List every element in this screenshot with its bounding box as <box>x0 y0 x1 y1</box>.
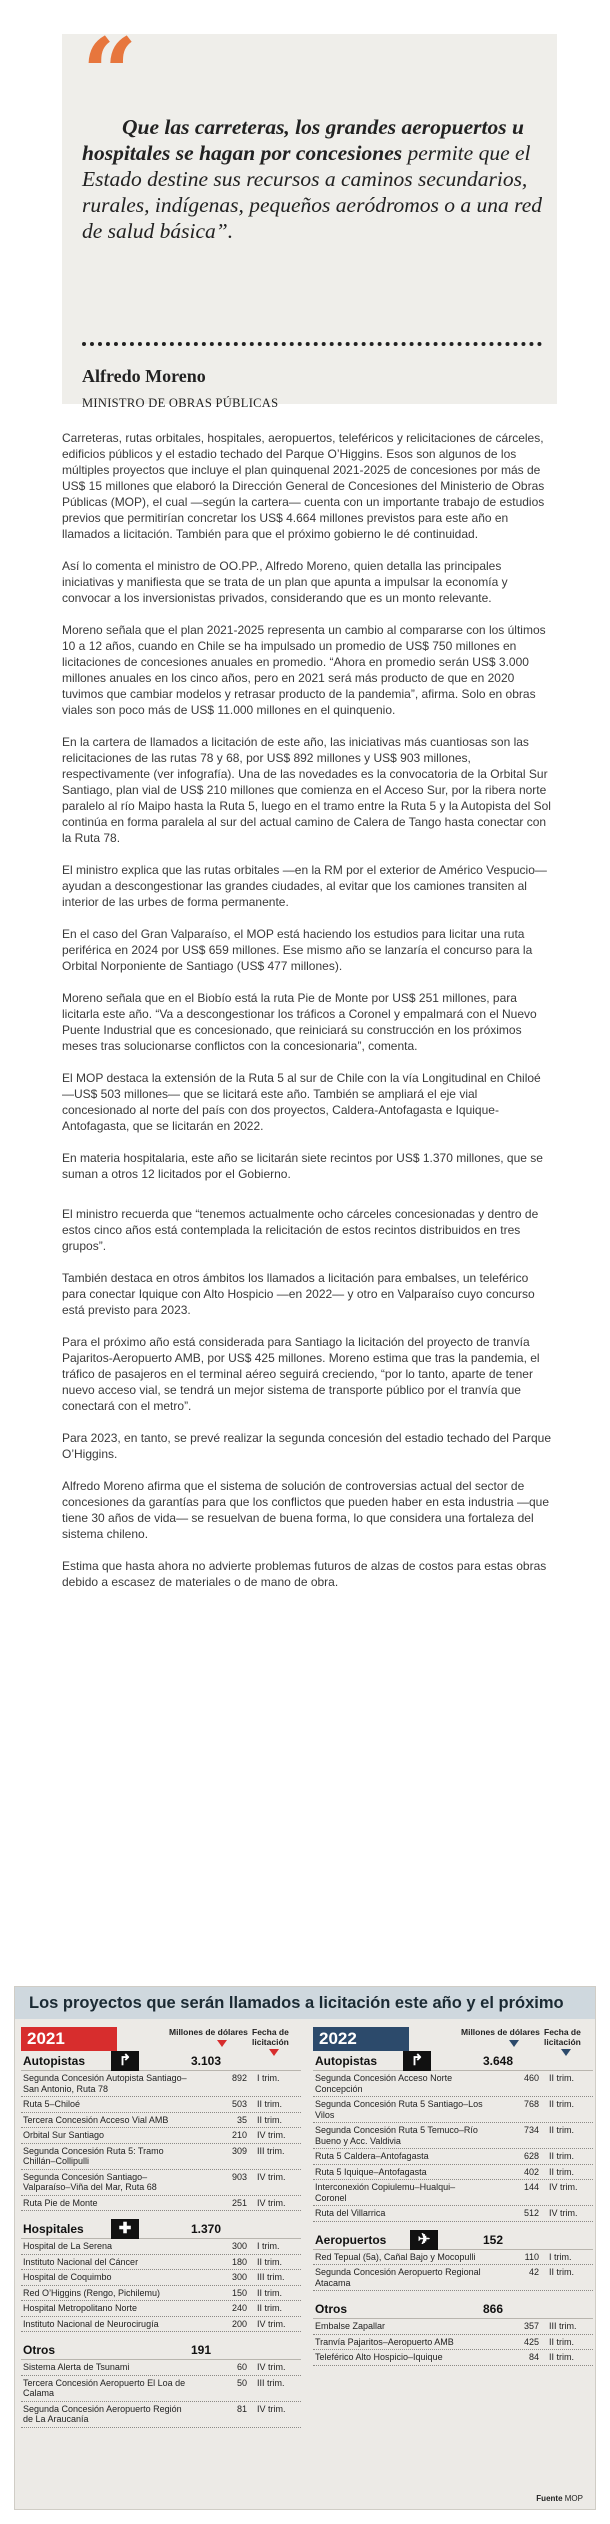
article-paragraph: Alfredo Moreno afirma que el sistema de solución de controversias actual del sector de concesiones da garantías para que los conflictos que pueden haber en esta industria —que tiene 30 años de vida— se resuelvan de buena forma, lo que considera una fortaleza del sistema chileno. <box>62 1479 549 1541</box>
category-gap <box>313 2291 593 2299</box>
project-value: 903 <box>231 2171 247 2182</box>
project-name: Segunda Concesión Autopista Santiago–San Antonio, Ruta 78 <box>23 2073 187 2094</box>
project-name: Teleférico Alto Hospicio–Iquique <box>315 2352 443 2362</box>
project-name: Segunda Concesión Aeropuerto Región de La Araucanía <box>23 2403 182 2424</box>
project-row <box>21 2376 301 2402</box>
project-row <box>21 2144 301 2170</box>
project-date: II trim. <box>549 2125 574 2135</box>
project-date: II trim. <box>257 2099 282 2109</box>
category-name: Aeropuertos <box>315 2232 387 2247</box>
project-date: II trim. <box>549 2336 574 2347</box>
category-total: 191 <box>191 2343 212 2357</box>
project-name: Embalse Zapallar <box>315 2321 386 2331</box>
project-name: Tranvía Pajaritos–Aeropuerto AMB <box>315 2336 454 2347</box>
project-name: Segunda Concesión Acceso Norte Concepción <box>315 2073 453 2094</box>
quote-divider <box>82 342 542 346</box>
project-name: Ruta del Villarrica <box>315 2208 386 2218</box>
project-name: Instituto Nacional de Neurocirugía <box>23 2318 159 2329</box>
project-name: Sistema Alerta de Tsunami <box>23 2362 130 2372</box>
project-row <box>21 2255 301 2271</box>
category-icon: ✈ <box>410 2230 438 2250</box>
project-date: III trim. <box>257 2145 285 2156</box>
category-icon: ↱ <box>111 2051 139 2071</box>
project-value: 210 <box>231 2130 247 2140</box>
project-date: II trim. <box>549 2352 574 2362</box>
project-row <box>313 2123 593 2149</box>
project-date: II trim. <box>549 2099 574 2109</box>
quote-text <box>82 114 544 244</box>
project-value: 768 <box>523 2099 539 2109</box>
category-header <box>21 2340 301 2360</box>
category-total: 152 <box>483 2232 504 2247</box>
article-paragraph: El MOP destaca la extensión de la Ruta 5 al sur de Chile con la vía Longitudinal en Chiloé —US$ 503 millones— que se licitará este año. También se ampliará el eje vial concesionado al norte del país con dos proyectos, Caldera-Antofagasta e Iquique-Antofagasta, que se licitarán en 2022. <box>62 1071 541 1133</box>
project-value: 144 <box>523 2182 539 2192</box>
project-value: 81 <box>236 2403 247 2414</box>
project-row <box>21 2402 301 2428</box>
project-row <box>21 2301 301 2317</box>
article-paragraph: Moreno señala que el plan 2021-2025 representa un cambio al compararse con los últimos 10 a 12 años, cuando en Chile se ha impulsado un promedio de US$ 750 millones en licitaciones de concesiones anuales en promedio. “Ahora en promedio serán US$ 3.000 millones anuales en los cinco años, pero en 2021 será más producto de que en 2020 tuvimos que cambiar modelos y retrasar producto de la pandemia”, afirma. Solo en obras viales son poco más de US$ 11.000 millones en el quinquenio. <box>62 623 546 717</box>
project-value: 892 <box>231 2073 247 2083</box>
project-value: 300 <box>231 2241 247 2251</box>
project-date: IV trim. <box>257 2318 286 2329</box>
project-name: Ruta 5 Caldera–Antofagasta <box>315 2151 429 2161</box>
quote-bold: Que las carreteras, los grandes aeropuertos u hospitales se hagan por concesiones <box>82 115 524 165</box>
project-name: Orbital Sur Santiago <box>23 2130 105 2140</box>
category-header <box>313 2299 593 2319</box>
category-total: 1.370 <box>191 2222 222 2236</box>
project-name: Ruta Pie de Monte <box>23 2197 98 2208</box>
article-paragraph: También destaca en otros ámbitos los llamados a licitación para embalses, un teleférico para conectar Iquique con Alto Hospicio —en 2022— y otro en Valparaíso cuyo concurso está previsto para 2023. <box>62 1271 535 1317</box>
project-name: Segunda Concesión Ruta 5: Tramo Chillán–Collipulli <box>23 2145 164 2166</box>
project-row <box>313 2319 593 2335</box>
project-name: Hospital Metropolitano Norte <box>23 2303 138 2313</box>
quote-mark-icon: “ <box>82 17 138 130</box>
article-paragraph: En el caso del Gran Valparaíso, el MOP está haciendo los estudios para licitar una ruta periférica en 2024 por US$ 659 millones. Ese mismo año se lanzaría el concurso para la Orbital Norponiente de Santiago (US$ 477 millones). <box>62 927 533 973</box>
year-label-2022: 2022 <box>313 2027 409 2051</box>
category-gap <box>313 2222 593 2230</box>
quote-role: MINISTRO DE OBRAS PÚBLICAS <box>82 396 279 410</box>
project-date: II trim. <box>549 2166 574 2177</box>
project-row <box>313 2206 593 2222</box>
category-icon: ↱ <box>403 2051 431 2071</box>
project-row <box>313 2265 593 2291</box>
category-name: Autopistas <box>315 2054 378 2068</box>
project-value: 200 <box>231 2318 247 2329</box>
article-paragraph: En materia hospitalaria, este año se licitarán siete recintos por US$ 1.370 millones, que se suman a otros 12 licitados por el Gobierno. <box>62 1151 543 1181</box>
project-date: II trim. <box>549 2073 574 2083</box>
category-list-2021 <box>21 2051 301 2428</box>
project-row <box>313 2165 593 2181</box>
category-name: Otros <box>315 2302 348 2316</box>
year-header-2021 <box>21 2027 301 2051</box>
project-row <box>313 2180 593 2206</box>
project-row <box>21 2071 301 2097</box>
project-value: 60 <box>236 2362 247 2372</box>
quote-author: Alfredo Moreno <box>82 366 206 386</box>
column-header-date: Fecha de licitación <box>252 2027 289 2047</box>
project-name: Red O’Higgins (Rengo, Pichilemu) <box>23 2287 161 2298</box>
column-2022 <box>313 2027 593 2366</box>
year-label-2021: 2021 <box>21 2027 117 2051</box>
project-date: IV trim. <box>257 2362 286 2372</box>
project-value: 300 <box>231 2272 247 2282</box>
project-row <box>313 2149 593 2165</box>
article-paragraph: Carreteras, rutas orbitales, hospitales, aeropuertos, teleféricos y relicitaciones de cárceles, edificios públicos y el estadio techado del Parque O’Higgins. Esos son algunos de los múltiples proyectos que incluye el plan quinquenal 2021-2025 de concesiones por más de US$ 15 millones que elaboró la Dirección General de Concesiones del Ministerio de Obras Públicas (MOP), el cual —según la cartera— cuenta con un importante trabajo de estudios previos que permitirían concretar los US$ 4.664 millones previstos para este año en llamados a licitación. También para que el próximo gobierno le dé continuidad. <box>62 431 545 541</box>
category-total: 3.648 <box>483 2054 514 2068</box>
project-name: Instituto Nacional del Cáncer <box>23 2256 139 2267</box>
project-value: 503 <box>231 2099 247 2109</box>
project-name: Tercera Concesión Acceso Vial AMB <box>23 2114 169 2125</box>
project-value: 460 <box>523 2073 539 2083</box>
quote-box <box>62 17 557 410</box>
project-name: Interconexión Copiulemu–Hualqui–Coronel <box>315 2182 456 2203</box>
project-value: 309 <box>231 2145 247 2156</box>
article-paragraph: Moreno señala que en el Biobío está la ruta Pie de Monte por US$ 251 millones, para licitarla este año. “Va a descongestionar los tráficos a Coronel y empalmará con el Nuevo Puente Industrial que es concesionado, que reiniciará su construcción en los próximos meses tras solucionarse conflictos con la concesionaria”, comenta. <box>62 991 537 1053</box>
project-name: Ruta 5–Chiloé <box>23 2099 81 2109</box>
source-value: MOP <box>564 2494 583 2503</box>
project-row <box>21 2239 301 2255</box>
project-date: IV trim. <box>257 2197 286 2208</box>
project-value: 512 <box>523 2208 539 2218</box>
triangle-down-icon <box>217 2040 227 2047</box>
project-date: IV trim. <box>257 2171 286 2182</box>
project-row <box>21 2170 301 2196</box>
project-date: IV trim. <box>549 2182 578 2192</box>
project-name: Segunda Concesión Ruta 5 Temuco–Río Bueno y Acc. Valdivia <box>315 2125 478 2146</box>
column-header-value: Millones de dólares <box>461 2027 540 2037</box>
project-row <box>21 2270 301 2286</box>
project-date: IV trim. <box>257 2403 286 2414</box>
category-name: Otros <box>23 2343 56 2357</box>
project-date: IV trim. <box>549 2208 578 2218</box>
category-header <box>313 2051 593 2071</box>
project-date: II trim. <box>257 2256 282 2267</box>
project-name: Hospital de Coquimbo <box>23 2272 112 2282</box>
category-gap <box>21 2211 301 2219</box>
project-value: 734 <box>523 2125 539 2135</box>
project-row <box>21 2196 301 2212</box>
project-name: Ruta 5 Iquique–Antofagasta <box>315 2166 427 2177</box>
project-value: 150 <box>231 2287 247 2298</box>
category-header <box>313 2230 593 2250</box>
column-header-date: Fecha de licitación <box>544 2027 581 2047</box>
project-date: III trim. <box>257 2377 285 2388</box>
project-name: Segunda Concesión Aeropuerto Regional Atacama <box>315 2267 481 2288</box>
project-value: 84 <box>528 2352 539 2362</box>
column-2021 <box>21 2027 301 2428</box>
category-total: 866 <box>483 2302 504 2316</box>
category-header <box>21 2051 301 2071</box>
project-row <box>21 2128 301 2144</box>
project-date: II trim. <box>549 2151 574 2161</box>
project-value: 425 <box>523 2336 539 2347</box>
project-value: 402 <box>523 2166 539 2177</box>
project-value: 628 <box>523 2151 539 2161</box>
project-date: IV trim. <box>257 2130 286 2140</box>
project-row <box>313 2335 593 2351</box>
project-value: 357 <box>523 2321 539 2331</box>
project-name: Hospital de La Serena <box>23 2241 113 2251</box>
project-date: I trim. <box>549 2251 572 2262</box>
project-value: 110 <box>524 2251 539 2262</box>
article-paragraph: Para 2023, en tanto, se prevé realizar la segunda concesión del estadio techado del Parque O’Higgins. <box>62 1431 551 1461</box>
category-header <box>21 2219 301 2239</box>
category-name: Hospitales <box>23 2222 84 2236</box>
project-value: 50 <box>236 2377 247 2388</box>
article-paragraph: El ministro explica que las rutas orbitales —en la RM por el exterior de Américo Vespucio— ayudan a descongestionar las grandes ciudades, al evitar que los camiones transiten al interior de las urbes de forma permanente. <box>62 863 547 909</box>
article-paragraph: Así lo comenta el ministro de OO.PP., Alfredo Moreno, quien detalla las principales iniciativas y manifiesta que se trata de un plan que apunta a impulsar la economía y convocar a los inversionistas privados, considerando que es un monto relevante. <box>62 559 508 605</box>
category-gap <box>21 2332 301 2340</box>
category-total: 3.103 <box>191 2054 222 2068</box>
project-value: 240 <box>231 2303 247 2313</box>
infographic-title: Los proyectos que serán llamados a licitación este año y el próximo <box>15 1987 595 2019</box>
project-date: III trim. <box>549 2321 577 2331</box>
project-date: II trim. <box>549 2267 574 2277</box>
article-paragraph: En la cartera de llamados a licitación de este año, las iniciativas más cuantiosas son las relicitaciones de las rutas 78 y 68, por US$ 892 millones y US$ 903 millones, respectivamente (ver infografía). Una de las novedades es la convocatoria de la Orbital Sur Santiago, plan vial de US$ 210 millones que comienza en el Acceso Sur, por la ribera norte paralelo al río Maipo hasta la Ruta 5, luego en el tramo entre la Ruta 5 y la Autopista del Sol continúa en forma paralela al sur del actual camino de Calera de Tango hasta conectar con la Ruta 78. <box>62 735 551 845</box>
project-row <box>313 2097 593 2123</box>
category-name: Autopistas <box>23 2054 86 2068</box>
category-list-2022 <box>313 2051 593 2366</box>
project-value: 180 <box>231 2256 247 2267</box>
project-value: 42 <box>528 2267 539 2277</box>
project-row <box>21 2097 301 2113</box>
category-icon: ✚ <box>111 2219 139 2239</box>
project-row <box>21 2360 301 2376</box>
infographic <box>14 1986 596 2510</box>
project-name: Red Tepual (5a), Cañal Bajo y Mocopulli <box>315 2251 476 2262</box>
project-row <box>313 2350 593 2366</box>
source-label: Fuente <box>536 2494 563 2503</box>
article-paragraph: Estima que hasta ahora no advierte problemas futuros de alzas de costos para estas obras debido a escasez de materiales o de mano de obra. <box>62 1559 547 1589</box>
project-date: III trim. <box>257 2272 285 2282</box>
quote-rest: permite que el Estado destine sus recursos a caminos secundarios, rurales, indígenas, pequeños aeródromos o a una red de salud básica”. <box>82 141 543 243</box>
project-date: I trim. <box>257 2241 280 2251</box>
article-paragraph: El ministro recuerda que “tenemos actualmente ocho cárceles concesionadas y dentro de estos cinco años está contemplada la relicitación de estos recintos distribuidos en tres grupos”. <box>62 1207 539 1253</box>
project-name: Segunda Concesión Ruta 5 Santiago–Los Vilos <box>315 2099 483 2120</box>
article-body <box>62 430 552 1606</box>
project-row <box>313 2250 593 2266</box>
source-note <box>536 2494 583 2503</box>
project-row <box>21 2317 301 2333</box>
year-header-2022 <box>313 2027 593 2051</box>
article-paragraph: Para el próximo año está considerada para Santiago la licitación del proyecto de tranvía Pajaritos-Aeropuerto AMB, por US$ 425 millones. Moreno estima que tras la pandemia, el tráfico de pasajeros en el terminal aéreo seguirá creciendo, “por lo tanto, aparte de tener nuevo acceso vial, se tendrá un mejor sistema de transporte público por el tranvía que conectará con el metro”. <box>62 1335 540 1413</box>
project-date: I trim. <box>257 2073 280 2083</box>
column-header-value: Millones de dólares <box>169 2027 248 2037</box>
project-date: II trim. <box>257 2303 282 2313</box>
project-row <box>21 2113 301 2129</box>
project-value: 251 <box>231 2197 247 2208</box>
project-row <box>21 2286 301 2302</box>
project-value: 35 <box>236 2114 247 2125</box>
project-row <box>313 2071 593 2097</box>
triangle-down-icon <box>509 2040 519 2047</box>
project-date: II trim. <box>257 2287 282 2298</box>
project-date: II trim. <box>257 2114 282 2125</box>
project-name: Segunda Concesión Santiago–Valparaíso–Viña del Mar, Ruta 68 <box>23 2171 157 2192</box>
project-name: Tercera Concesión Aeropuerto El Loa de Calama <box>23 2377 186 2398</box>
